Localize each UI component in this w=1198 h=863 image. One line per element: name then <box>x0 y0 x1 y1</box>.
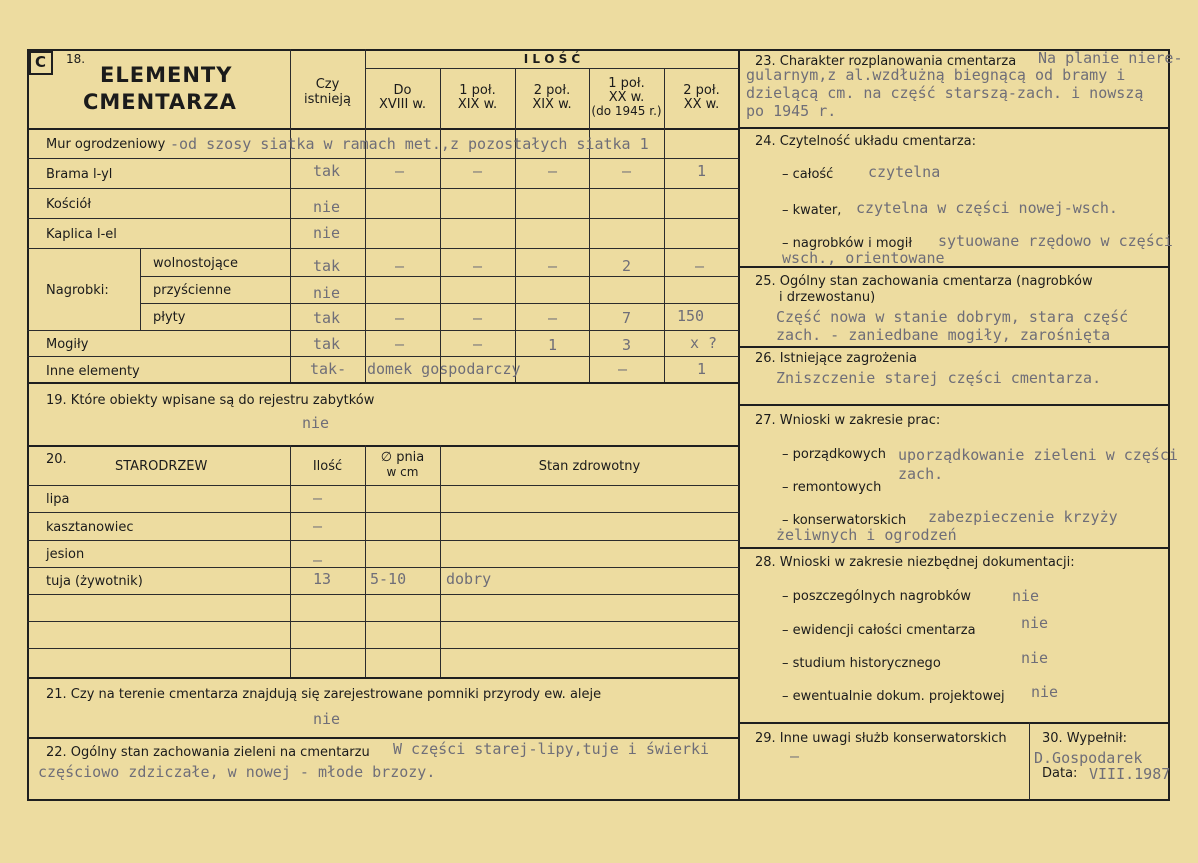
sec28-c-value: nie <box>1021 649 1049 667</box>
v-2xx <box>664 68 665 382</box>
tree-stan: dobry <box>446 570 492 588</box>
sec21-top <box>27 677 739 679</box>
czy-header-1: Czy <box>315 77 340 92</box>
sec24-top <box>738 127 1169 129</box>
mogily-c2: – <box>473 335 483 353</box>
sec20-stan: Stan zdrowotny <box>538 459 641 474</box>
v-1p <box>440 68 441 382</box>
s20-row <box>27 540 739 541</box>
sec28-c-label: – studium historycznego <box>782 656 941 671</box>
row-line <box>140 303 739 304</box>
inne-c4: – <box>618 360 628 378</box>
sec18-title-2: CMENTARZA <box>83 90 237 114</box>
sec30-divider <box>1029 722 1030 800</box>
sec28-b-label: – ewidencji całości cmentarza <box>782 623 976 638</box>
sec25-value-2: zach. - zaniedbane mogiły, zarośnięta <box>776 326 1111 344</box>
przy-czy: nie <box>313 284 341 302</box>
row-label-kosciol: Kościół <box>46 197 92 212</box>
sec29-value: – <box>790 747 800 765</box>
plyty-c3: – <box>548 309 558 327</box>
col-1xx-2: XX w. <box>608 90 645 105</box>
sec24-c-label: – nagrobków i mogił <box>782 236 913 251</box>
row-line <box>27 330 739 331</box>
col-2p-2: XIX w. <box>532 97 572 112</box>
wolno-czy: tak <box>313 257 341 275</box>
s20-v3 <box>440 445 441 677</box>
brama-c1: – <box>395 162 405 180</box>
sec27-top <box>738 404 1169 406</box>
sec23-value-4: po 1945 r. <box>746 102 837 120</box>
sec21-value: nie <box>313 710 341 728</box>
wolno-c5: – <box>695 257 705 275</box>
frame-left <box>27 49 29 800</box>
sec28-a-value: nie <box>1012 587 1040 605</box>
brama-c2: – <box>473 162 483 180</box>
sec25-label-1: 25. Ogólny stan zachowania cmentarza (nagrobków <box>755 274 1093 289</box>
sec20-fi-1: ∅ pnia <box>380 450 425 465</box>
sec27-c-value-2: żeliwnych i ogrodzeń <box>776 526 957 544</box>
s20-v2 <box>365 445 366 677</box>
sec25-label-2: i drzewostanu) <box>779 290 876 305</box>
col-do-2: XVIII w. <box>378 97 426 112</box>
nagrobki-label: Nagrobki: <box>46 283 109 298</box>
sec22-value-2: częściowo zdziczałe, w nowej - młode brzozy. <box>38 763 436 781</box>
sec27-a-label: – porządkowych <box>782 447 886 462</box>
tree-name: kasztanowiec <box>46 520 134 535</box>
sec22-label: 22. Ogólny stan zachowania zieleni na cmentarzu <box>46 745 370 760</box>
sec18-number: 18. <box>66 52 86 66</box>
frame-top <box>27 49 1170 51</box>
row-label-przyscienne: przyścienne <box>153 283 232 298</box>
plyty-czy: tak <box>313 309 341 327</box>
sec23-value-3: dzielącą cm. na część starszą-zach. i nowszą <box>746 84 1144 102</box>
sec20-top <box>27 445 739 447</box>
row-label-mogily: Mogiły <box>46 337 89 352</box>
sec30-name: D.Gospodarek <box>1034 749 1143 767</box>
sec27-a-value-1: uporządkowanie zieleni w części <box>898 446 1178 464</box>
wolno-c2: – <box>473 257 483 275</box>
tree-name: tuja (żywotnik) <box>46 574 143 589</box>
tree-ilosc: 13 <box>313 570 332 588</box>
s20-row <box>27 621 739 622</box>
row-line <box>27 158 739 159</box>
sec28-top <box>738 547 1169 549</box>
sec18-title-1: ELEMENTY <box>100 63 233 87</box>
sec27-c-value-1: zabezpieczenie krzyży <box>928 508 1118 526</box>
row-label-mur: Mur ogrodzeniowy <box>46 137 166 152</box>
sec19-top <box>27 382 739 384</box>
sec23-value-1: Na planie niere- <box>1038 49 1183 67</box>
ilosc-header: I L O Ś Ć <box>523 52 581 66</box>
plyty-c4: 7 <box>622 309 632 327</box>
sec26-top <box>738 346 1169 348</box>
sec29-top <box>738 722 1169 724</box>
wolno-c3: – <box>548 257 558 275</box>
v-nagrobki <box>140 248 141 330</box>
mogily-c3: 1 <box>548 336 558 354</box>
sec24-c-value-1: sytuowane rzędowo w części <box>938 232 1173 250</box>
row-line <box>140 276 739 277</box>
mogily-c4: 3 <box>622 336 632 354</box>
v-2p <box>515 68 516 382</box>
s20-v1 <box>290 445 291 677</box>
sec26-value: Zniszczenie starej części cmentarza. <box>776 369 1102 387</box>
tree-name: lipa <box>46 492 70 507</box>
sec29-label: 29. Inne uwagi służb konserwatorskich <box>755 731 1007 746</box>
sec20-ilosc: Ilość <box>312 459 343 474</box>
sec20-fi-2: w cm <box>386 465 419 479</box>
sec24-b-label: – kwater, <box>782 203 842 218</box>
wolno-c1: – <box>395 257 405 275</box>
brama-c5: 1 <box>697 162 707 180</box>
sec28-d-label: – ewentualnie dokum. projektowej <box>782 689 1005 704</box>
sec24-label: 24. Czytelność układu cmentarza: <box>755 134 977 149</box>
s20-row <box>27 567 739 568</box>
brama-c3: – <box>548 162 558 180</box>
inne-c5: 1 <box>697 360 707 378</box>
sec19-value: nie <box>302 414 330 432</box>
sec27-label: 27. Wnioski w zakresie prac: <box>755 413 941 428</box>
sec24-a-label: – całość <box>782 167 834 182</box>
sec25-value-1: Część nowa w stanie dobrym, stara część <box>776 308 1129 326</box>
mogily-czy: tak <box>313 335 341 353</box>
frame-right <box>1168 49 1170 800</box>
sec24-b-value: czytelna w części nowej-wsch. <box>856 199 1118 217</box>
row-label-wolnostojace: wolnostojące <box>153 256 238 271</box>
row-line <box>27 248 739 249</box>
sec30-date-label: Data: <box>1042 766 1078 781</box>
inne-typed: domek gospodarczy <box>367 360 521 378</box>
sec30-label: 30. Wypełnił: <box>1042 731 1127 746</box>
row-label-brama: Brama l-yl <box>46 167 113 182</box>
sec24-c-value-2: wsch., orientowane <box>782 249 945 267</box>
s20-row <box>27 512 739 513</box>
sec28-label: 28. Wnioski w zakresie niezbędnej dokumentacji: <box>755 555 1075 570</box>
mogily-c1: – <box>395 335 405 353</box>
frame-bottom <box>27 799 1170 801</box>
col-2xx-1: 2 poł. <box>683 83 720 98</box>
col-do-1: Do <box>393 83 412 98</box>
kaplica-czy: nie <box>313 224 341 242</box>
sec23-value-2: gularnym,z al.wzdłużną biegnącą od bramy i <box>746 66 1126 84</box>
tree-ilosc: – <box>313 551 323 569</box>
sec19-label: 19. Które obiekty wpisane są do rejestru zabytków <box>46 393 375 408</box>
row-label-kaplica: Kaplica l-el <box>46 227 117 242</box>
sec21-label: 21. Czy na terenie cmentarza znajdują się zarejestrowane pomniki przyrody ew. aleje <box>46 687 602 702</box>
sec28-b-value: nie <box>1021 614 1049 632</box>
row-line <box>27 218 739 219</box>
row-line <box>27 356 739 357</box>
plyty-c1: – <box>395 309 405 327</box>
col-1p-2: XIX w. <box>457 97 498 112</box>
mogily-c5: x ? <box>690 334 718 352</box>
sec27-b-label: – remontowych <box>782 480 882 495</box>
sec20-number: 20. <box>46 452 67 467</box>
s20-row <box>27 648 739 649</box>
sec26-label: 26. Istniejące zagrożenia <box>755 351 917 366</box>
col-1p-1: 1 poł. <box>459 83 496 98</box>
s20-row <box>27 594 739 595</box>
row-label-plyty: płyty <box>153 310 186 325</box>
row-line <box>27 188 739 189</box>
col-1xx-1: 1 poł. <box>608 76 645 91</box>
tree-fi: 5-10 <box>370 570 407 588</box>
wolno-c4: 2 <box>622 257 632 275</box>
sec23-label: 23. Charakter rozplanowania cmentarza <box>755 54 1017 69</box>
sec27-a-value-2: zach. <box>898 465 944 483</box>
c-letter: C <box>35 53 47 71</box>
brama-czy: tak <box>313 162 341 180</box>
sec30-date-value: VIII.1987 <box>1089 765 1171 783</box>
tree-ilosc: – <box>313 489 323 507</box>
ilosc-underline <box>365 68 739 69</box>
sec20-header-bottom <box>27 485 739 486</box>
col-1xx-3: (do 1945 r.) <box>591 104 662 118</box>
sec22-value-1: W części starej-lipy,tuje i świerki <box>393 740 710 758</box>
brama-c4: – <box>622 162 632 180</box>
sec28-a-label: – poszczególnych nagrobków <box>782 589 972 604</box>
sec22-top <box>27 737 739 739</box>
sec27-c-label: – konserwatorskich <box>782 513 907 528</box>
frame-middle <box>738 49 740 800</box>
sec20-title: STARODRZEW <box>115 459 208 474</box>
mur-typed-value: -od szosy siatka w ramach met.,z pozostałych siatka 1 <box>170 135 649 153</box>
row-label-inne: Inne elementy <box>46 364 140 379</box>
sec18-header-bottom <box>27 128 739 130</box>
col-2xx-2: XX w. <box>683 97 720 112</box>
plyty-c5: 150 <box>677 307 705 325</box>
sec24-a-value: czytelna <box>868 163 941 181</box>
tree-ilosc: – <box>313 517 323 535</box>
czy-header-2: istnieją <box>304 92 351 107</box>
tree-name: jesion <box>46 547 85 562</box>
col-2p-1: 2 poł. <box>533 83 571 98</box>
sec28-d-value: nie <box>1031 683 1059 701</box>
inne-czy: tak- <box>310 360 347 378</box>
kosciol-czy: nie <box>313 198 341 216</box>
plyty-c2: – <box>473 309 483 327</box>
